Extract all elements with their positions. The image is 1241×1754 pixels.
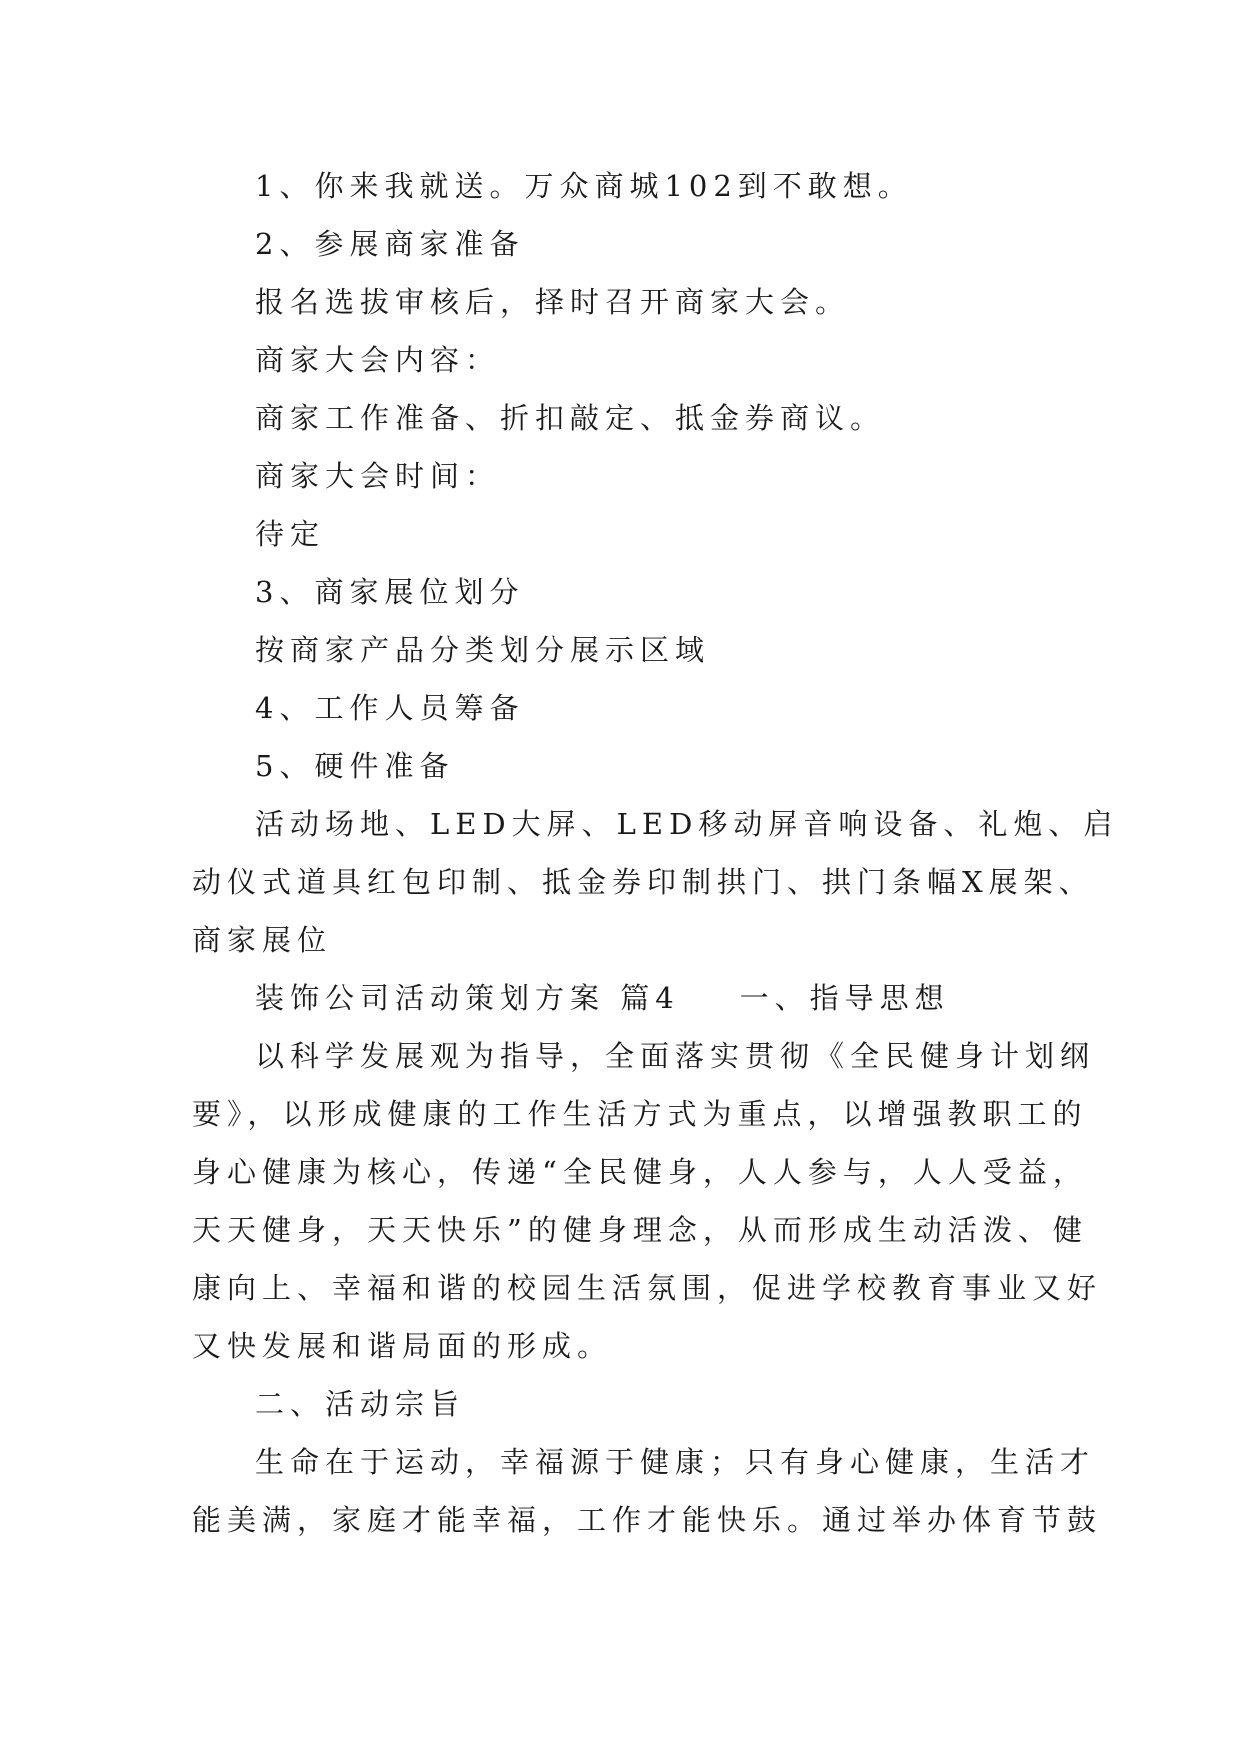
section-heading: 2、参展商家准备 bbox=[255, 227, 525, 261]
paragraph-line: 天天健身，天天快乐”的健身理念，从而形成生动活泼、健 bbox=[192, 1213, 1088, 1247]
heading-line bbox=[192, 969, 1072, 1027]
section-heading: 3、商家展位划分 bbox=[255, 575, 525, 609]
paragraph-line: 身心健康为核心，传递“全民健身，人人参与，人人受益， bbox=[192, 1155, 1088, 1189]
section-heading: 4、工作人员筹备 bbox=[255, 691, 525, 725]
paragraph-line: 要》，以形成健康的工作生活方式为重点，以增强教职工的 bbox=[192, 1097, 1088, 1131]
section-heading: 二、活动宗旨 bbox=[255, 1387, 466, 1421]
paragraph-line: 能美满，家庭才能幸福，工作才能快乐。通过举办体育节鼓 bbox=[192, 1503, 1103, 1537]
paragraph-line: 商家展位 bbox=[192, 923, 333, 957]
paragraph-line: 以科学发展观为指导，全面落实贯彻《全民健身计划纲 bbox=[255, 1039, 1096, 1073]
paragraph-line: 活动场地、LED大屏、LED移动屏音响设备、礼炮、启 bbox=[255, 807, 1119, 841]
paragraph-line: 按商家产品分类划分展示区域 bbox=[255, 633, 711, 667]
paragraph-line: 报名选拔审核后，择时召开商家大会。 bbox=[255, 285, 851, 319]
document-body bbox=[192, 157, 1119, 1549]
paragraph-line: 生命在于运动，幸福源于健康；只有身心健康，生活才 bbox=[255, 1445, 1096, 1479]
paragraph-line: 动仪式道具红包印制、抵金券印制拱门、拱门条幅X展架、 bbox=[192, 865, 1094, 899]
section-heading: 一、指导思想 bbox=[739, 981, 950, 1015]
paragraph-line: 商家大会时间： bbox=[255, 459, 501, 493]
paragraph-line: 康向上、幸福和谐的校园生活氛围，促进学校教育事业又好 bbox=[192, 1271, 1103, 1305]
section-heading: 5、硬件准备 bbox=[255, 749, 455, 783]
document-title: 装饰公司活动策划方案 篇4 bbox=[255, 981, 680, 1015]
paragraph-line: 商家大会内容： bbox=[255, 343, 501, 377]
paragraph-line: 待定 bbox=[255, 517, 326, 551]
paragraph-line: 商家工作准备、折扣敲定、抵金券商议。 bbox=[255, 401, 886, 435]
paragraph-line: 又快发展和谐局面的形成。 bbox=[192, 1329, 613, 1363]
paragraph-line: 1、你来我就送。万众商城102到不敢想。 bbox=[255, 169, 913, 203]
